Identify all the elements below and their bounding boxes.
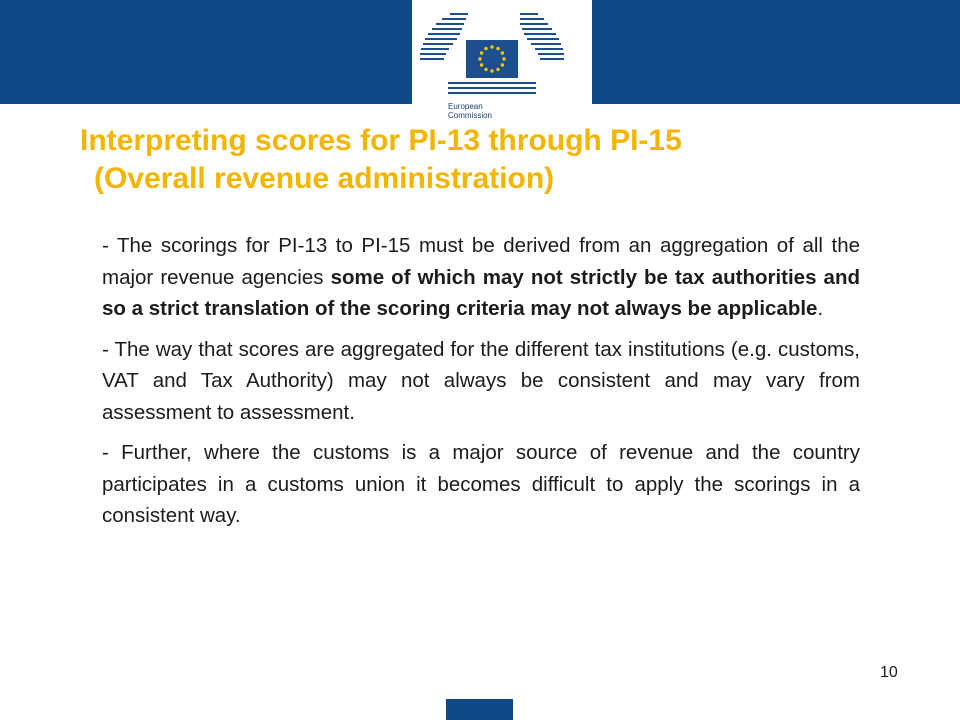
slide-body <box>102 230 860 541</box>
european-commission-logo <box>412 0 592 128</box>
paragraph-1 <box>102 230 860 325</box>
paragraph-1-text-b: . <box>817 297 824 320</box>
paragraph-3: - Further, where the customs is a major source of revenue and the country participates in a customs union it becomes difficult to apply the scorings in a consistent way. <box>102 441 860 527</box>
footer-tab <box>446 699 513 720</box>
paragraph-1-bold: some of which may not strictly be tax authorities and so a strict translation of the scoring criteria may not always be applicable <box>102 265 860 320</box>
logo-caption <box>448 102 492 120</box>
title-line-1: Interpreting scores for PI-13 through PI-15 <box>80 124 682 157</box>
logo-line-1: European <box>448 102 483 111</box>
slide-title <box>80 122 900 198</box>
paragraph-2: - The way that scores are aggregated for the different tax institutions (e.g. customs, VAT and Tax Authority) may not always be consistent and may vary from assessment to assessment. <box>102 337 860 424</box>
title-line-2: (Overall revenue administration) <box>94 162 555 195</box>
eu-flag-building-icon <box>412 0 592 104</box>
paragraph-1-text-a: - The scorings for PI-13 to PI-15 must be derived from an aggregation of all the major revenue agencies <box>102 234 860 289</box>
page-number: 10 <box>880 664 898 681</box>
logo-line-2: Commission <box>448 111 493 120</box>
